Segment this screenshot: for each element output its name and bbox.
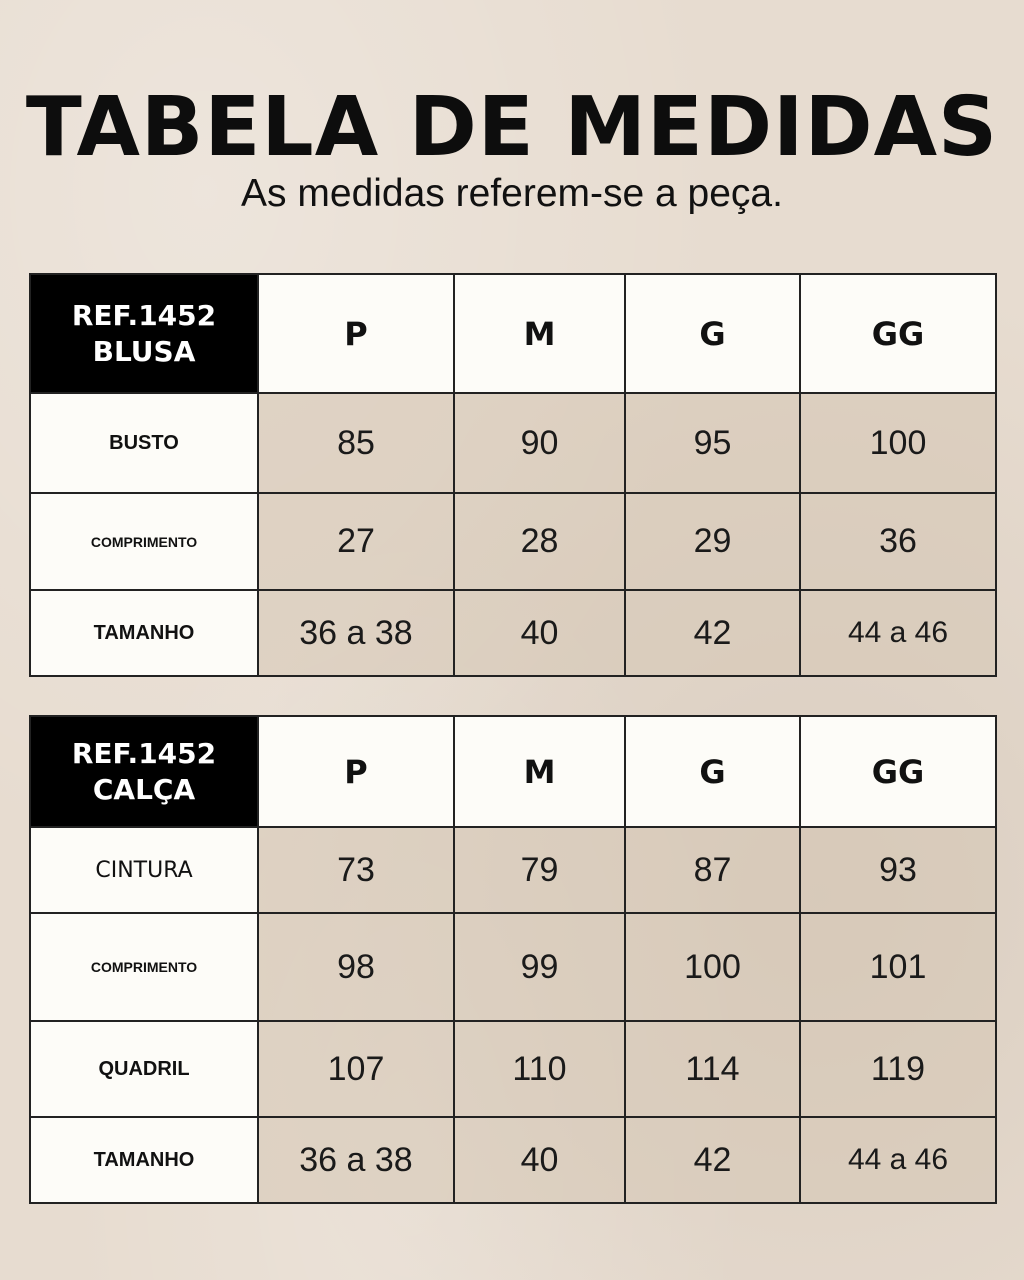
table-header-row — [30, 716, 996, 827]
value-cell: 99 — [454, 913, 625, 1021]
table-row — [30, 1021, 996, 1117]
value-cell: 100 — [800, 393, 996, 493]
ref-code: REF.1452 — [71, 736, 217, 770]
value-cell: 36 a 38 — [258, 1117, 454, 1203]
row-label: TAMANHO — [30, 590, 258, 676]
table-header-row — [30, 274, 996, 393]
ref-product: CALÇA — [92, 772, 196, 806]
row-label: CINTURA — [30, 827, 258, 913]
blusa-size-table — [29, 273, 997, 677]
value-cell: 85 — [258, 393, 454, 493]
table-row — [30, 590, 996, 676]
calca-size-table — [29, 715, 997, 1204]
value-cell: 114 — [625, 1021, 800, 1117]
value-cell: 42 — [625, 1117, 800, 1203]
value-cell: 44 a 46 — [800, 590, 996, 676]
value-cell: 28 — [454, 493, 625, 590]
row-label: COMPRIMENTO — [30, 913, 258, 1021]
value-cell: 36 a 38 — [258, 590, 454, 676]
page-subtitle: As medidas referem-se a peça. — [241, 172, 783, 215]
value-cell: 119 — [800, 1021, 996, 1117]
value-cell: 29 — [625, 493, 800, 590]
value-cell: 107 — [258, 1021, 454, 1117]
value-cell: 98 — [258, 913, 454, 1021]
value-cell: 36 — [800, 493, 996, 590]
row-label: BUSTO — [30, 393, 258, 493]
size-header-m: M — [454, 274, 625, 393]
value-cell: 44 a 46 — [800, 1117, 996, 1203]
table-row — [30, 827, 996, 913]
table-row — [30, 1117, 996, 1203]
value-cell: 101 — [800, 913, 996, 1021]
value-cell: 90 — [454, 393, 625, 493]
table-row — [30, 913, 996, 1021]
value-cell: 110 — [454, 1021, 625, 1117]
value-cell: 95 — [625, 393, 800, 493]
value-cell: 40 — [454, 590, 625, 676]
page-title: TABELA DE MEDIDAS — [25, 80, 999, 175]
value-cell: 42 — [625, 590, 800, 676]
value-cell: 79 — [454, 827, 625, 913]
size-header-gg: GG — [800, 274, 996, 393]
size-header-g: G — [625, 716, 800, 827]
table-row — [30, 493, 996, 590]
ref-cell — [30, 274, 258, 393]
value-cell: 87 — [625, 827, 800, 913]
row-label: TAMANHO — [30, 1117, 258, 1203]
ref-cell — [30, 716, 258, 827]
value-cell: 73 — [258, 827, 454, 913]
ref-code: REF.1452 — [71, 298, 217, 332]
size-header-p: P — [258, 274, 454, 393]
row-label: COMPRIMENTO — [30, 493, 258, 590]
value-cell: 40 — [454, 1117, 625, 1203]
size-header-m: M — [454, 716, 625, 827]
value-cell: 27 — [258, 493, 454, 590]
size-header-gg: GG — [800, 716, 996, 827]
table-row — [30, 393, 996, 493]
value-cell: 100 — [625, 913, 800, 1021]
size-header-g: G — [625, 274, 800, 393]
ref-product: BLUSA — [92, 334, 196, 368]
row-label: QUADRIL — [30, 1021, 258, 1117]
size-header-p: P — [258, 716, 454, 827]
value-cell: 93 — [800, 827, 996, 913]
